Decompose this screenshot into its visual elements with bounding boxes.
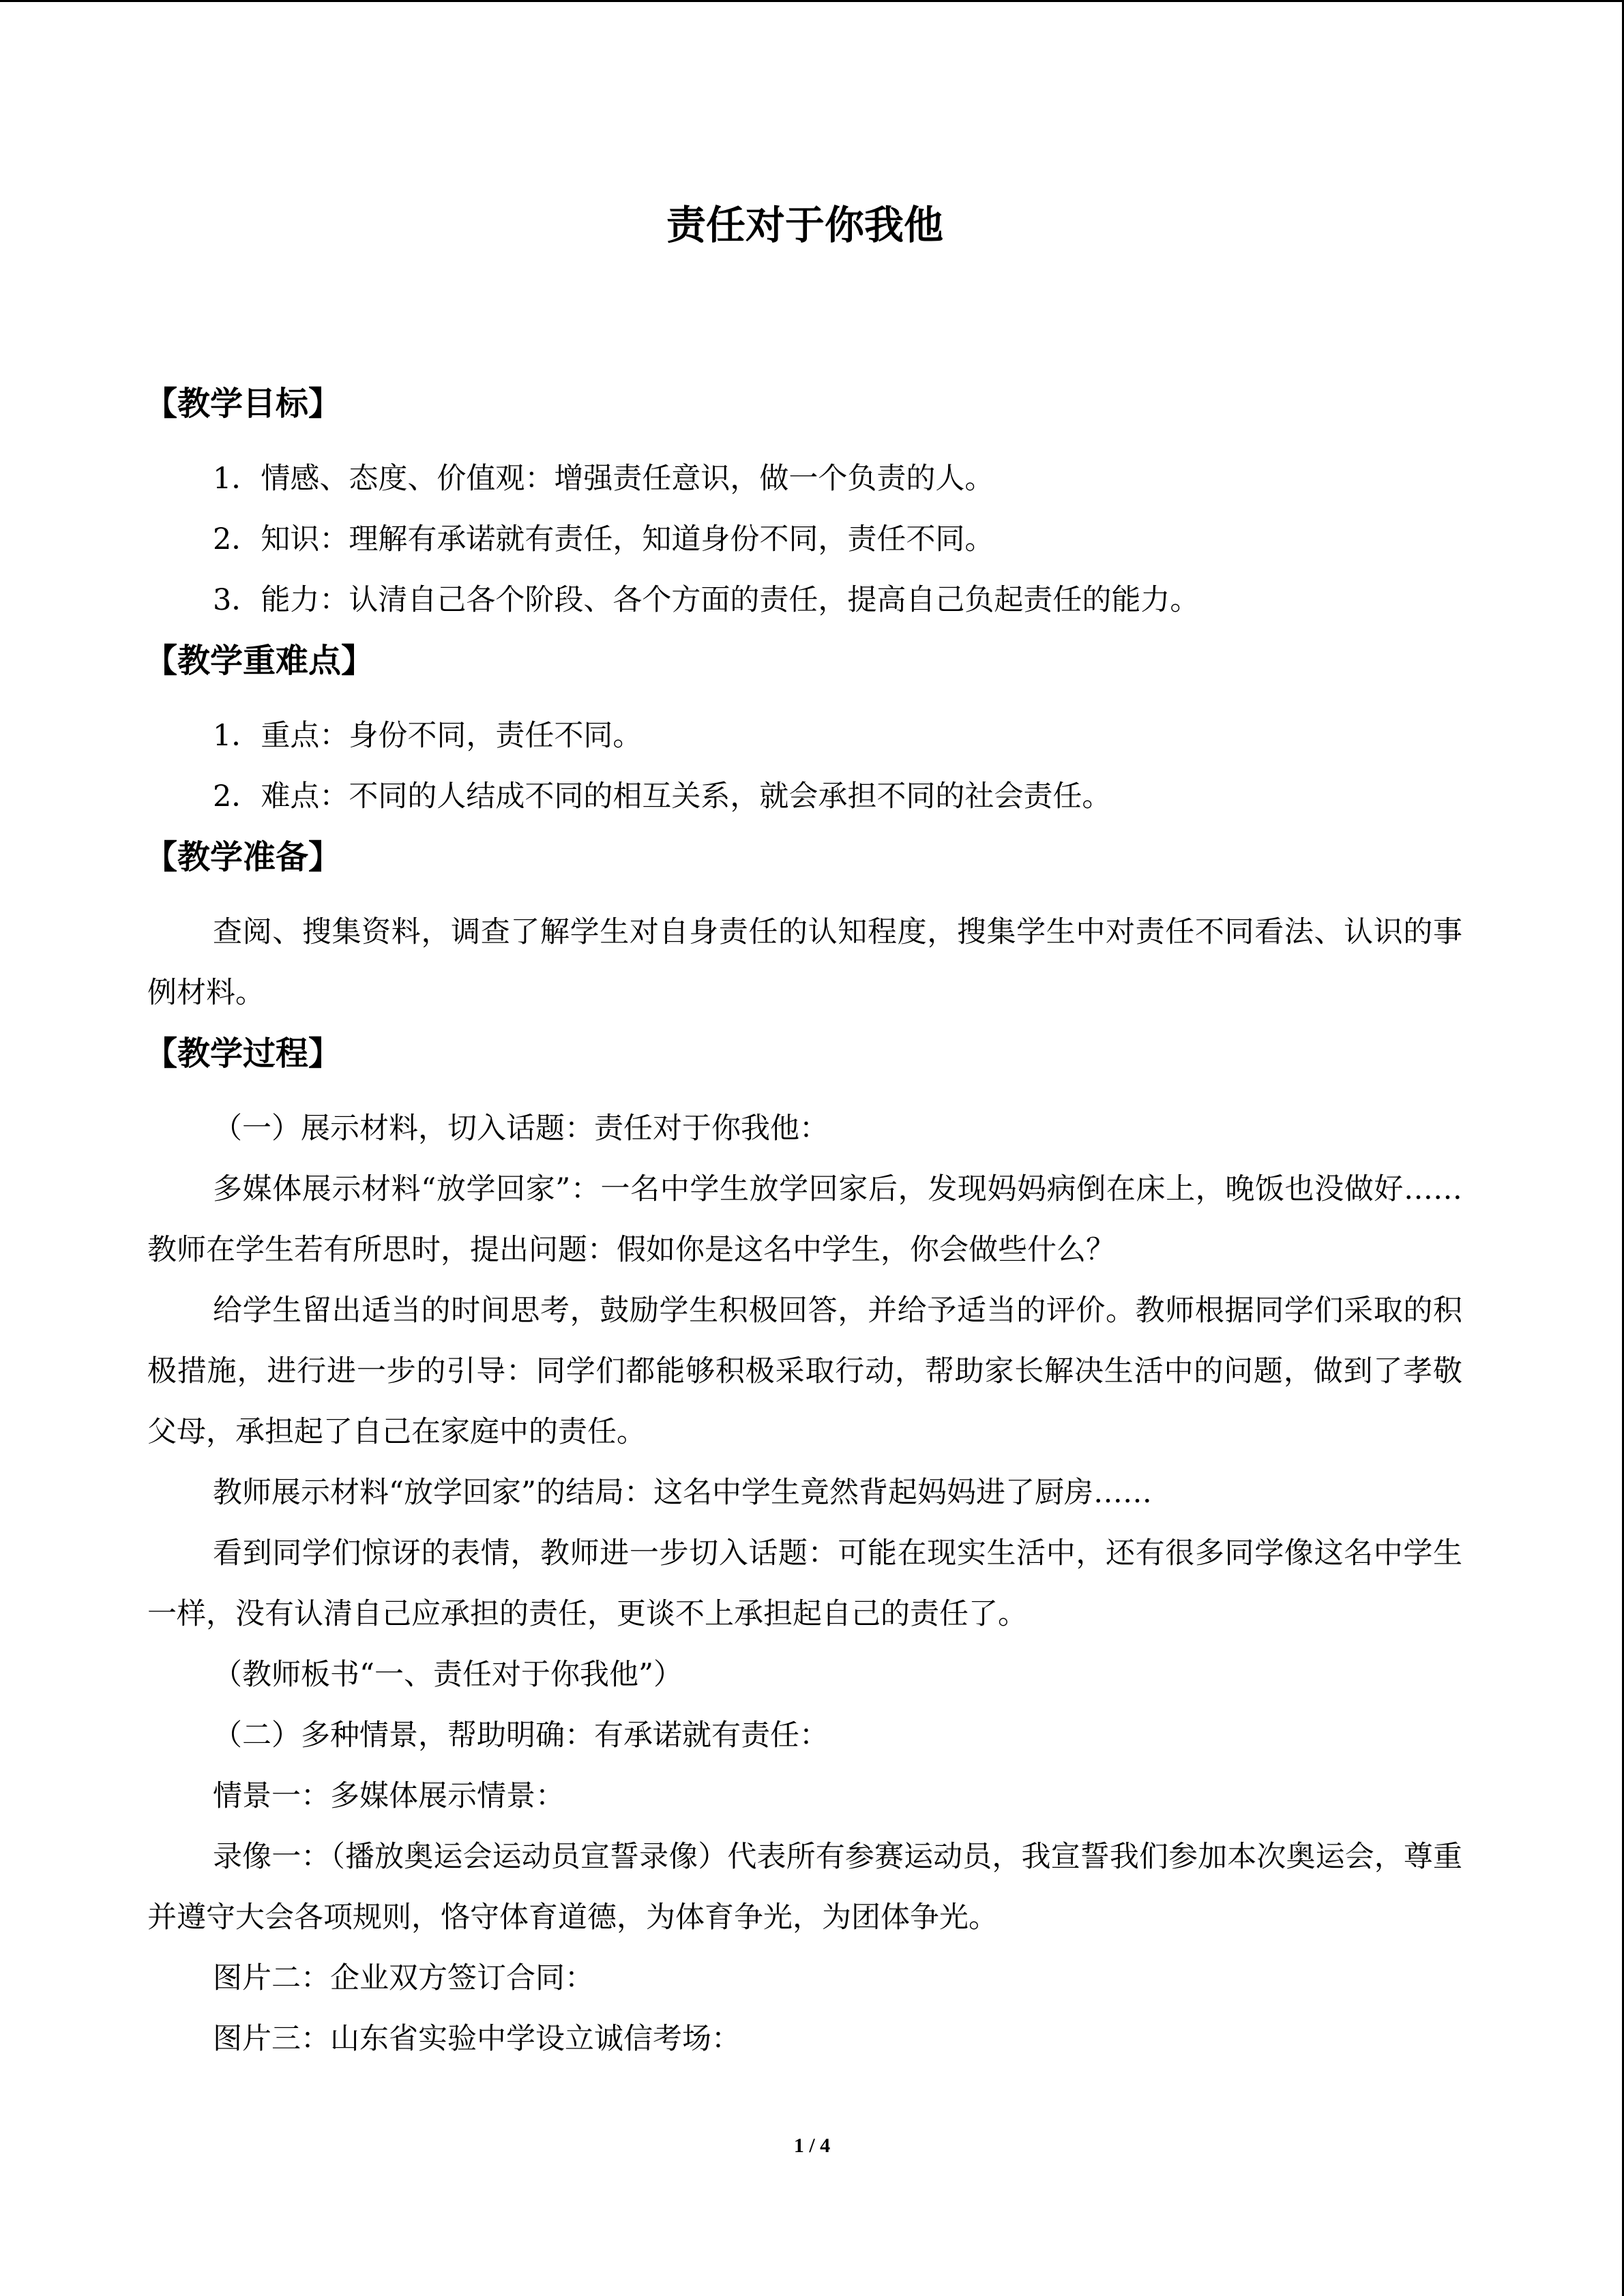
paragraph: 情景一：多媒体展示情景： (213, 1779, 565, 1813)
section-teaching-objectives (147, 379, 1462, 631)
section-heading: 【教学目标】 (145, 385, 342, 423)
section-teaching-process (147, 1029, 1462, 2070)
section-heading: 【教学准备】 (145, 838, 342, 876)
paragraph: 录像一：（播放奥运会运动员宣誓录像）代表所有参赛运动员，我宣誓我们参加本次奥运会，尊重并遵守大会各项规则，恪守体育道德，为体育争光，为团体争光。 (147, 1840, 1462, 1935)
document-content (147, 198, 1462, 2075)
paragraph: 1．情感、态度、价值观：增强责任意识，做一个负责的人。 (213, 462, 994, 496)
paragraph: 图片二：企业双方签订合同： (213, 1961, 594, 1995)
paragraph: （教师板书“一、责任对于你我他”） (213, 1658, 683, 1692)
paragraph: 教师展示材料“放学回家”的结局：这名中学生竟然背起妈妈进了厨房…… (213, 1476, 1152, 1510)
paragraph: 多媒体展示材料“放学回家”：一名中学生放学回家后，发现妈妈病倒在床上，晚饭也没做好……教师在学生若有所思时，提出问题：假如你是这名中学生，你会做些什么？ (147, 1172, 1462, 1267)
section-heading: 【教学过程】 (145, 1034, 342, 1073)
paragraph: 给学生留出适当的时间思考，鼓励学生积极回答，并给予适当的评价。教师根据同学们采取的积极措施，进行进一步的引导：同学们都能够积极采取行动，帮助家长解决生活中的问题，做到了孝敬父母，承担起了自己在家庭中的责任。 (147, 1294, 1462, 1449)
document-title: 责任对于你我他 (666, 202, 943, 248)
paragraph: 2．难点：不同的人结成不同的相互关系，就会承担不同的社会责任。 (213, 779, 1112, 814)
page-border-top (0, 0, 1624, 2)
paragraph: 3．能力：认清自己各个阶段、各个方面的责任，提高自己负起责任的能力。 (213, 583, 1200, 617)
paragraph: 看到同学们惊讶的表情，教师进一步切入话题：可能在现实生活中，还有很多同学像这名中学生一样，没有认清自己应承担的责任，更谈不上承担起自己的责任了。 (147, 1536, 1462, 1631)
section-heading: 【教学重难点】 (145, 642, 374, 680)
paragraph: （二）多种情景，帮助明确：有承诺就有责任： (213, 1718, 829, 1753)
section-key-difficult-points (147, 636, 1462, 827)
paragraph: （一）展示材料，切入话题：责任对于你我他： (213, 1112, 829, 1146)
page-number: 1 / 4 (793, 2134, 831, 2157)
section-teaching-preparation (147, 833, 1462, 1024)
paragraph: 1．重点：身份不同，责任不同。 (213, 719, 643, 753)
paragraph: 2．知识：理解有承诺就有责任，知道身份不同，责任不同。 (213, 522, 994, 556)
paragraph: 图片三：山东省实验中学设立诚信考场： (213, 2022, 741, 2056)
paragraph: 查阅、搜集资料，调查了解学生对自身责任的认知程度，搜集学生中对责任不同看法、认识的事例材料。 (147, 915, 1462, 1010)
